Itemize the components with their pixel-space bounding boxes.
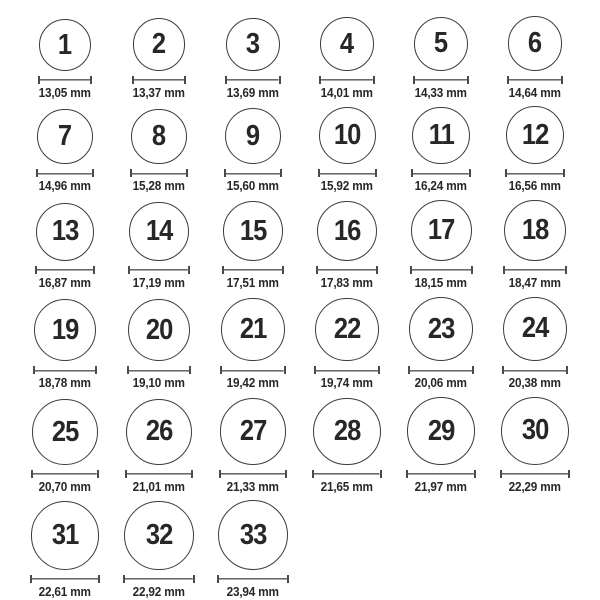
ring-circle — [218, 500, 288, 570]
ring-size-item — [131, 18, 186, 101]
diameter-label: 15,92 mm — [320, 179, 374, 194]
ring-size-item — [219, 398, 288, 495]
ring-size-item — [224, 108, 283, 195]
diameter-label: 18,78 mm — [38, 376, 92, 391]
diameter-measure-line — [406, 470, 476, 478]
diameter-measure-line — [38, 76, 92, 84]
ring-size-item — [406, 397, 476, 495]
diameter-measure-line — [505, 169, 565, 177]
ring-size-item — [33, 299, 97, 391]
ring-size-number: 3 — [246, 28, 260, 60]
ring-size-number: 23 — [427, 312, 455, 345]
ring-circle — [220, 398, 287, 465]
diameter-measure-line — [312, 470, 381, 478]
diameter-measure-line — [507, 76, 564, 84]
diameter-label: 20,70 mm — [38, 479, 92, 494]
diameter-measure-line — [408, 366, 474, 374]
diameter-measure-line — [35, 266, 96, 274]
ring-circle — [407, 397, 475, 465]
diameter-measure-line — [127, 366, 192, 374]
diameter-label: 23,94 mm — [226, 585, 280, 599]
diameter-label: 20,06 mm — [414, 376, 468, 391]
ring-size-number: 13 — [51, 215, 79, 248]
diameter-measure-line — [132, 76, 187, 84]
ring-circle — [223, 201, 283, 261]
ring-circle — [501, 397, 569, 465]
diameter-measure-line — [220, 366, 285, 374]
ring-size-item — [127, 299, 192, 392]
ring-size-item — [410, 200, 473, 291]
ring-size-number: 14 — [145, 215, 173, 248]
diameter-measure-line — [318, 169, 377, 177]
diameter-measure-line — [130, 169, 188, 177]
diameter-measure-line — [33, 366, 97, 374]
ring-size-item — [503, 200, 567, 292]
diameter-measure-line — [36, 169, 93, 177]
ring-size-number: 5 — [434, 27, 448, 60]
ring-size-number: 31 — [51, 519, 79, 552]
ring-size-item — [128, 202, 189, 291]
ring-size-item — [37, 19, 92, 101]
ring-circle — [225, 108, 282, 165]
ring-size-item — [411, 107, 471, 195]
diameter-label: 16,87 mm — [38, 276, 92, 291]
diameter-measure-line — [125, 470, 193, 478]
diameter-label: 21,97 mm — [414, 479, 468, 494]
ring-size-number: 4 — [340, 27, 354, 60]
ring-circle — [126, 399, 192, 465]
diameter-label: 18,15 mm — [414, 276, 468, 291]
ring-size-number: 26 — [145, 415, 173, 448]
diameter-label: 19,74 mm — [320, 376, 374, 391]
diameter-label: 15,28 mm — [132, 179, 186, 194]
ring-size-item — [502, 297, 569, 392]
diameter-measure-line — [128, 266, 189, 274]
ring-size-number: 19 — [51, 313, 79, 346]
ring-size-number: 29 — [427, 414, 455, 447]
ring-circle — [503, 297, 568, 362]
diameter-label: 21,01 mm — [132, 479, 186, 494]
ring-size-item — [123, 501, 194, 600]
diameter-label: 20,38 mm — [508, 376, 562, 391]
diameter-label: 18,47 mm — [508, 276, 562, 291]
diameter-label: 21,33 mm — [226, 479, 280, 494]
ring-size-item — [312, 398, 381, 495]
ring-circle — [320, 17, 374, 71]
diameter-measure-line — [500, 470, 570, 478]
diameter-measure-line — [30, 575, 101, 583]
ring-size-number: 28 — [333, 414, 361, 447]
diameter-measure-line — [123, 575, 194, 583]
ring-size-number: 33 — [239, 518, 267, 551]
diameter-measure-line — [314, 366, 380, 374]
ring-circle — [504, 200, 566, 262]
ring-circle — [36, 203, 95, 262]
diameter-label: 22,29 mm — [508, 479, 562, 494]
diameter-label: 14,01 mm — [320, 86, 374, 101]
ring-size-item — [507, 16, 564, 101]
ring-size-number: 18 — [521, 213, 549, 246]
ring-circle — [317, 201, 377, 261]
ring-size-number: 21 — [239, 313, 267, 346]
diameter-label: 19,42 mm — [226, 376, 280, 391]
ring-size-item — [314, 298, 380, 392]
ring-size-item — [408, 297, 474, 391]
diameter-label: 14,96 mm — [38, 179, 92, 194]
ring-size-number: 20 — [145, 313, 173, 346]
diameter-label: 15,60 mm — [226, 179, 280, 194]
ring-size-number: 24 — [521, 312, 549, 345]
ring-size-number: 10 — [333, 119, 361, 152]
ring-circle — [319, 107, 376, 164]
diameter-label: 17,19 mm — [132, 276, 186, 291]
ring-size-number: 17 — [427, 214, 455, 247]
diameter-measure-line — [219, 470, 288, 478]
ring-size-number: 27 — [239, 415, 267, 448]
ring-size-number: 16 — [333, 214, 361, 247]
ring-circle — [34, 299, 96, 361]
ring-size-number: 1 — [58, 28, 72, 61]
ring-size-number: 9 — [246, 119, 260, 152]
ring-circle — [133, 18, 186, 71]
ring-circle — [39, 19, 91, 71]
ring-circle — [129, 202, 188, 261]
ring-circle — [412, 107, 470, 165]
diameter-label: 17,83 mm — [320, 276, 374, 291]
diameter-label: 22,92 mm — [132, 585, 186, 599]
diameter-label: 14,64 mm — [508, 86, 562, 101]
diameter-measure-line — [319, 76, 375, 84]
ring-circle — [124, 501, 193, 570]
ring-size-item — [30, 501, 101, 600]
diameter-label: 16,24 mm — [414, 179, 468, 194]
ring-size-item — [217, 500, 289, 600]
diameter-measure-line — [222, 266, 284, 274]
diameter-measure-line — [31, 470, 98, 478]
ring-circle — [226, 18, 279, 71]
ring-size-item — [222, 201, 284, 291]
diameter-label: 19,10 mm — [132, 376, 186, 391]
ring-size-item — [35, 203, 96, 292]
diameter-measure-line — [316, 266, 378, 274]
diameter-label: 14,33 mm — [414, 86, 468, 101]
ring-size-item — [36, 109, 93, 194]
diameter-measure-line — [217, 575, 289, 583]
diameter-measure-line — [411, 169, 471, 177]
diameter-measure-line — [225, 76, 280, 84]
diameter-label: 16,56 mm — [508, 179, 562, 194]
ring-circle — [128, 299, 191, 362]
ring-size-item — [125, 399, 193, 495]
ring-size-number: 7 — [58, 120, 72, 153]
ring-size-number: 32 — [145, 518, 173, 551]
ring-circle — [32, 399, 97, 464]
diameter-label: 17,51 mm — [226, 276, 280, 291]
ring-size-item — [316, 201, 378, 291]
diameter-label: 13,69 mm — [226, 86, 280, 101]
ring-size-number: 25 — [51, 415, 79, 448]
ring-size-item — [500, 397, 570, 495]
ring-circle — [131, 109, 187, 165]
ring-size-item — [220, 298, 285, 391]
ring-size-number: 12 — [521, 118, 549, 151]
diameter-measure-line — [224, 169, 283, 177]
ring-size-item — [505, 106, 565, 194]
ring-circle — [506, 106, 564, 164]
ring-size-item — [319, 17, 375, 101]
diameter-measure-line — [410, 266, 473, 274]
diameter-label: 13,37 mm — [132, 86, 186, 101]
ring-circle — [221, 298, 284, 361]
ring-size-number: 2 — [152, 28, 166, 61]
ring-circle — [411, 200, 472, 261]
diameter-measure-line — [502, 366, 569, 374]
ring-circle — [31, 501, 100, 570]
diameter-label: 22,61 mm — [38, 585, 92, 599]
ring-size-number: 22 — [333, 312, 361, 345]
ring-size-number: 8 — [152, 120, 166, 153]
ring-size-item — [31, 399, 98, 494]
ring-size-item — [413, 17, 469, 101]
ring-size-number: 11 — [428, 119, 454, 152]
ring-size-number: 30 — [521, 414, 549, 447]
diameter-label: 21,65 mm — [320, 479, 374, 494]
ring-size-number: 15 — [239, 214, 267, 247]
ring-circle — [315, 298, 379, 362]
ring-circle — [409, 297, 473, 361]
ring-circle — [37, 109, 92, 164]
ring-size-item — [318, 107, 377, 194]
ring-circle — [508, 16, 563, 71]
ring-size-number: 6 — [528, 27, 542, 60]
ring-circle — [313, 398, 380, 465]
ring-circle — [414, 17, 468, 71]
ring-size-item — [130, 109, 188, 195]
diameter-measure-line — [503, 266, 567, 274]
ring-size-item — [225, 18, 280, 101]
diameter-label: 13,05 mm — [38, 86, 92, 101]
diameter-measure-line — [413, 76, 469, 84]
